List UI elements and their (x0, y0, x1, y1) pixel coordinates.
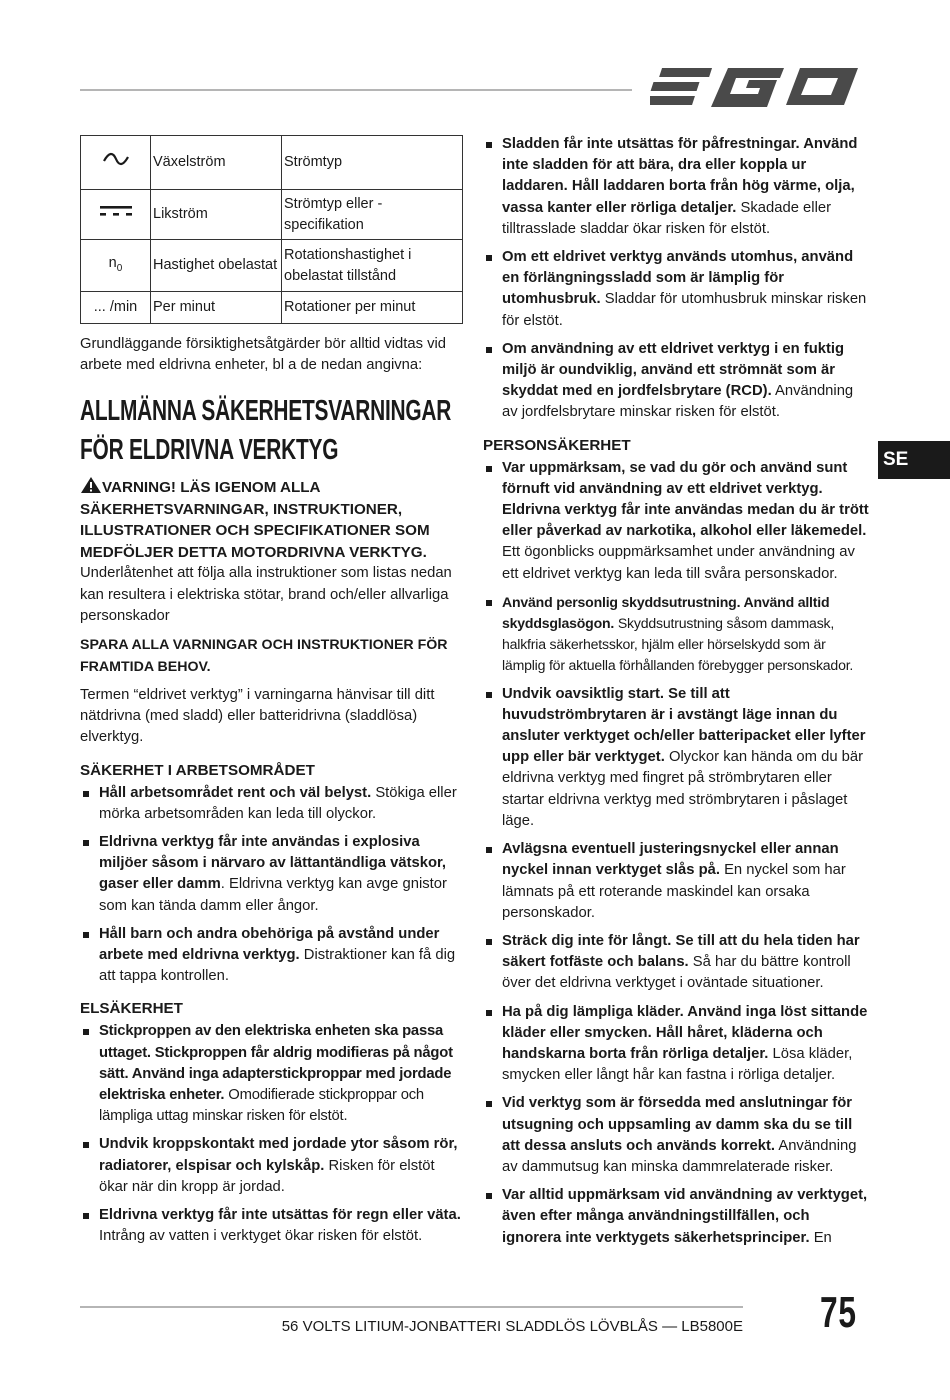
main-title: ALLMÄNNA SÄKERHETSVARNINGAR FÖR ELDRIVNA VERKTYG (80, 395, 452, 467)
symbols-table (80, 135, 463, 324)
list-item: Eldrivna verktyg får inte utsättas för regn eller väta. Intrång av vatten i verktyget ökar risken för elstöt. (80, 1205, 463, 1247)
table-row (81, 240, 463, 292)
electrical-list (80, 1021, 463, 1247)
table-row (81, 292, 463, 324)
warning-heading: LÄS IGENOM ALLA SÄKERHETSVARNINGAR, INSTRUKTIONER, ILLUSTRATIONER OCH SPECIFIKATIONER SOM MEDFÖLJER DETTA MOTORDRIVNA VERKTYG. (80, 479, 430, 561)
term-note: Termen “eldrivet verktyg” i varningarna hänvisar till ditt nätdrivna (med sladd) eller batteridrivna (sladdlösa) elverktyg. (80, 687, 435, 746)
bullet-square-icon (486, 939, 492, 945)
list-item: Vid verktyg som är försedda med anslutningar för utsugning och uppsamling av damm ska du se till att dessa ansluts och används korrekt. Användning av dammutsug kan minska dammrelaterade risker. (483, 1093, 870, 1178)
bullet-square-icon (486, 1193, 492, 1199)
list-item: Ha på dig lämpliga kläder. Använd inga löst sittande kläder eller smycken. Håll håret, kläderna och handskarna borta från rörliga detaljer. Lösa kläder, smycken eller långt hår kan fastna i rörliga detaljer. (483, 1002, 870, 1087)
intro-text: Grundläggande försiktighetsåtgärder bör alltid vidtas vid arbete med eldrivna enheter, bl a de nedan angivna: (80, 336, 447, 374)
symbol-name: Likström (151, 190, 282, 240)
page-number: 75 (820, 1288, 857, 1337)
symbol-name: Per minut (151, 292, 282, 324)
list-item: Avlägsna eventuell justeringsnyckel eller annan nyckel innan verktyget slås på. En nyckel som har lämnats på ett roterande maskindel kan orsaka personskador. (483, 839, 870, 924)
bullet-square-icon (486, 142, 492, 148)
bullet-square-icon (83, 791, 89, 797)
footer-rule (80, 1306, 743, 1308)
list-item: Undvik oavsiktlig start. Se till att huvudströmbrytaren är i avstängt läge innan du ansluter verktyget och/eller batteripacket eller lyfter upp eller bär verktyget. Olyckor kan hända om du bär eldrivna verktyg med fingret på strömbrytaren eller startar eldrivna verktyg med strömbrytaren i påslaget läge. (483, 684, 870, 832)
list-item: Eldrivna verktyg får inte användas i explosiva miljöer såsom i närvaro av lättantändliga vätskor, gaser eller damm. Eldrivna verktyg kan avge gnistor som kan tända damm eller ångor. (80, 832, 463, 917)
table-row (81, 136, 463, 190)
warning-triangle-icon (80, 476, 102, 494)
per-minute-symbol: ... /min (81, 292, 151, 324)
personal-list (483, 458, 870, 1249)
list-item: Stickproppen av den elektriska enheten ska passa uttaget. Stickproppen får aldrig modifieras på något sätt. Använd inga adapterstickproppar med jordade elektriska enheter. Omodifierade stickproppar och lämpliga uttag minskar risken för elstöt. (80, 1021, 463, 1127)
right-column (483, 134, 870, 1256)
list-item: Var uppmärksam, se vad du gör och använd sunt förnuft vid användning av ett eldrivet verktyg. Eldrivna verktyg får inte användas medan du är trött eller påverkad av narkotika, alkohol eller läkemedel. Ett ögonblicks ouppmärksamhet under användning av ett eldrivet verktyg kan leda till svåra personskador. (483, 458, 870, 585)
bullet-square-icon (83, 1213, 89, 1219)
section-heading-electrical: ELSÄKERHET (80, 1000, 183, 1018)
symbol-name: Växelström (151, 136, 282, 190)
bullet-square-icon (486, 600, 492, 606)
bullet-square-icon (486, 1010, 492, 1016)
header-rule (80, 89, 632, 91)
list-item: Håll arbetsområdet rent och väl belyst. Stökiga eller mörka arbetsområden kan leda till olyckor. (80, 783, 463, 825)
bullet-square-icon (83, 1029, 89, 1035)
left-column (80, 135, 463, 1254)
warning-block (80, 476, 463, 563)
section-heading-work-area: SÄKERHET I ARBETSOMRÅDET (80, 761, 315, 779)
table-row (81, 190, 463, 240)
bullet-square-icon (486, 1101, 492, 1107)
bullet-square-icon (83, 840, 89, 846)
electrical-list-continued (483, 134, 870, 424)
save-instructions-note: SPARA ALLA VARNINGAR OCH INSTRUKTIONER FÖR FRAMTIDA BEHOV. (80, 637, 448, 675)
list-item: Undvik kroppskontakt med jordade ytor såsom rör, radiatorer, elspisar och kylskåp. Risken för elstöt ökar när din kropp är jordad. (80, 1134, 463, 1198)
bullet-square-icon (486, 466, 492, 472)
footer-text: 56 VOLTS LITIUM-JONBATTERI SLADDLÖS LÖVBLÅS — LB5800E (281, 1318, 743, 1335)
work-area-list (80, 783, 463, 988)
list-item: Om användning av ett eldrivet verktyg i en fuktig miljö är oundviklig, använd ett strömnät som är skyddat med en jordfelsbrytare (RCD). Användning av jordfelsbrytare minskar risken för elstöt. (483, 339, 870, 424)
list-item: Använd personlig skyddsutrustning. Använd alltid skyddsglasögon. Skyddsutrustning såsom dammask, halkfria säkerhetsskor, hjälm eller hörselskydd som är lämplig för aktuella förhållanden förebygger personskador. (483, 592, 870, 677)
symbol-desc: Rotationer per minut (282, 292, 463, 324)
list-item: Sträck dig inte för långt. Se till att du hela tiden har säkert fotfäste och balans. Så har du bättre kontroll över det eldrivna verktyget i oväntade situationer. (483, 931, 870, 995)
bullet-square-icon (486, 847, 492, 853)
language-tab: SE (878, 441, 950, 479)
no-load-speed-symbol: $n_0$ (81, 240, 151, 292)
bullet-square-icon (486, 347, 492, 353)
symbol-desc: Strömtyp (282, 136, 463, 190)
list-item: Var alltid uppmärksam vid användning av verktyget, även efter många användningstillfällen, och ignorera inte verktygets säkerhetsprinciper. En (483, 1185, 870, 1249)
bullet-square-icon (486, 692, 492, 698)
list-item: Håll barn och andra obehöriga på avstånd under arbete med eldrivna verktyg. Distraktioner kan få dig att tappa kontrollen. (80, 924, 463, 988)
ego-logo (650, 62, 860, 112)
warning-label: VARNING! (102, 479, 176, 497)
bullet-square-icon (83, 932, 89, 938)
symbol-name: Hastighet obelastat (151, 240, 282, 292)
warning-text: Underlåtenhet att följa alla instruktioner som listas nedan kan resultera i elektriska stötar, brand och/eller allvarliga personskador (80, 565, 452, 624)
list-item: Sladden får inte utsättas för påfrestningar. Använd inte sladden för att bära, dra eller koppla ur laddaren. Håll laddaren borta från hög värme, olja, vassa kanter eller rörliga detaljer. Skadade eller tilltrasslade sladdar ökar risken för elstöt. (483, 134, 870, 240)
bullet-square-icon (486, 255, 492, 261)
symbol-desc: Rotationshastighet i obelastat tillstånd (282, 240, 463, 292)
dc-icon (81, 190, 151, 240)
symbol-desc: Strömtyp eller -specifikation (282, 190, 463, 240)
section-heading-personal: PERSONSÄKERHET (483, 436, 631, 454)
list-item: Om ett eldrivet verktyg används utomhus, använd en förlängningssladd som är lämplig för utomhusbruk. Sladdar för utomhusbruk minskar risken för elstöt. (483, 247, 870, 332)
bullet-square-icon (83, 1142, 89, 1148)
ac-tilde-icon (81, 136, 151, 190)
